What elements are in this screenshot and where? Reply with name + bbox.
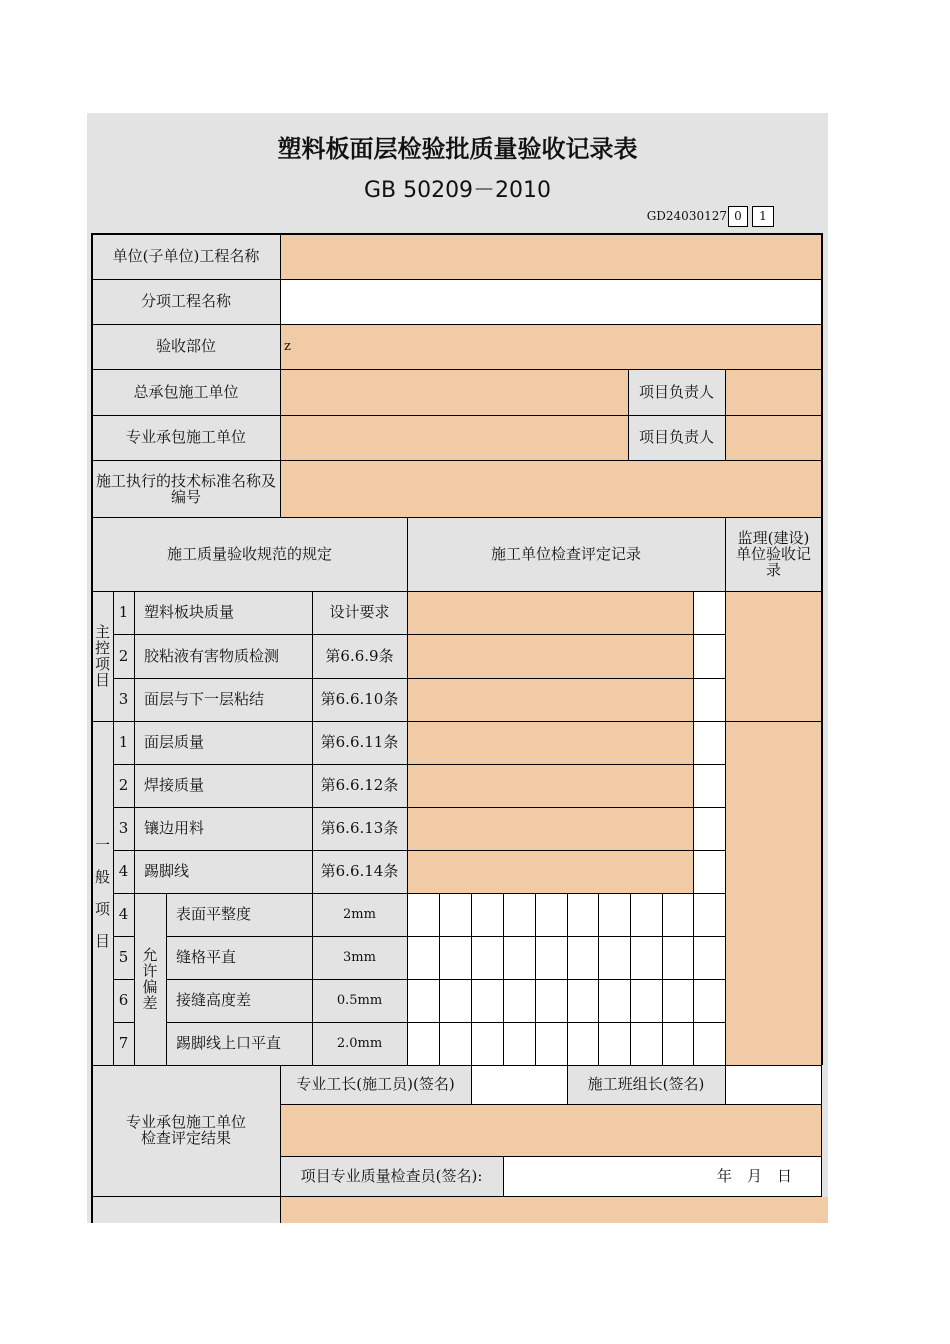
general-row-name: 镶边用料 xyxy=(144,819,205,837)
sub-project-label: 分项工程名称 xyxy=(140,292,231,310)
deviation-row-name: 缝格平直 xyxy=(176,948,237,966)
supervision-line-3: 录 xyxy=(765,561,781,579)
deviation-row-name: 踢脚线上口平直 xyxy=(176,1034,282,1052)
unit-project-label: 单位(子单位)工程名称 xyxy=(112,247,260,265)
deviation-label-char: 差 xyxy=(142,994,158,1012)
record-column-header: 施工单位检查评定记录 xyxy=(490,544,641,563)
sub-contractor-label: 专业承包施工单位 xyxy=(125,428,246,446)
result-field[interactable] xyxy=(280,1104,822,1156)
project-manager-label-2: 项目负责人 xyxy=(638,428,714,446)
deviation-row-req: 0.5mm xyxy=(336,993,383,1008)
general-row-no: 2 xyxy=(118,776,129,794)
general-row-req: 第6.6.14条 xyxy=(320,862,399,880)
deviation-row-no: 6 xyxy=(118,991,129,1009)
main-record-area[interactable] xyxy=(407,591,693,721)
general-contractor-label: 总承包施工单位 xyxy=(133,382,239,401)
inspection-form-sheet xyxy=(87,113,828,1223)
main-supervision-area[interactable] xyxy=(725,591,822,721)
main-row-name: 塑料板块质量 xyxy=(144,603,235,621)
main-row-req: 第6.6.9条 xyxy=(325,646,394,665)
main-label-char: 目 xyxy=(94,671,110,689)
main-row-req: 第6.6.10条 xyxy=(320,690,399,708)
project-manager-label-1: 项目负责人 xyxy=(638,382,714,401)
general-label-char: 目 xyxy=(94,932,110,950)
general-label-char: 般 xyxy=(94,868,110,886)
deviation-label-char: 偏 xyxy=(142,978,158,996)
team-leader-sign-field[interactable] xyxy=(725,1066,822,1104)
code-box-1[interactable]: 0 xyxy=(728,206,748,227)
main-record-extra[interactable] xyxy=(693,591,725,721)
tech-standard-line-1: 施工执行的技术标准名称及 xyxy=(95,471,276,490)
supervision-column-header xyxy=(725,517,822,591)
general-row-name: 踢脚线 xyxy=(144,862,190,880)
deviation-row-name: 接缝高度差 xyxy=(176,991,252,1009)
general-label-char: 一 xyxy=(94,836,110,854)
sub-project-field[interactable] xyxy=(280,279,822,324)
supervision-line-1: 监理(建设) xyxy=(737,529,810,547)
foreman-sign-field[interactable] xyxy=(471,1066,567,1104)
unit-project-field[interactable] xyxy=(280,234,822,279)
team-leader-label: 施工班组长(签名) xyxy=(587,1075,705,1093)
main-items-label xyxy=(92,591,113,721)
location-label: 验收部位 xyxy=(155,337,216,355)
deviation-row-req: 2mm xyxy=(343,907,376,922)
general-manager-field[interactable] xyxy=(725,369,822,415)
general-supervision-area[interactable] xyxy=(725,721,822,1065)
general-row-req: 第6.6.13条 xyxy=(320,819,399,837)
deviation-row-name: 表面平整度 xyxy=(176,905,252,923)
result-line-2: 检查评定结果 xyxy=(140,1129,231,1147)
inspector-label: 项目专业质量检查员(签名): xyxy=(300,1166,483,1185)
result-label xyxy=(92,1104,280,1156)
location-field[interactable] xyxy=(280,324,822,369)
main-row-no: 2 xyxy=(118,646,129,665)
main-row-name: 胶粘液有害物质检测 xyxy=(144,646,280,665)
general-label-char: 项 xyxy=(94,900,110,918)
result-line-1: 专业承包施工单位 xyxy=(125,1113,246,1131)
deviation-label-char: 许 xyxy=(142,962,158,980)
general-row-req: 第6.6.11条 xyxy=(320,733,399,751)
general-row-name: 焊接质量 xyxy=(144,776,205,794)
general-row-name: 面层质量 xyxy=(144,733,205,751)
main-row-no: 3 xyxy=(118,690,129,708)
sub-contractor-field[interactable] xyxy=(280,415,628,460)
tech-standard-field[interactable] xyxy=(280,460,822,517)
sign-date: 年 月 日 xyxy=(716,1166,792,1185)
main-label-char: 项 xyxy=(94,655,110,673)
main-label-char: 主 xyxy=(94,623,110,641)
general-row-req: 第6.6.12条 xyxy=(320,776,399,794)
form-standard: GB 50209－2010 xyxy=(363,177,552,203)
main-row-req: 设计要求 xyxy=(329,603,390,621)
tech-standard-label xyxy=(92,460,280,517)
deviation-row-no: 7 xyxy=(118,1034,129,1052)
main-label-char: 控 xyxy=(94,639,110,657)
foreman-label: 专业工长(施工员)(签名) xyxy=(296,1075,455,1093)
supervision-line-2: 单位验收记 xyxy=(735,545,811,563)
main-row-no: 1 xyxy=(118,603,129,621)
deviation-label xyxy=(134,893,166,1065)
sub-manager-field[interactable] xyxy=(725,415,822,460)
form-code: GD24030127 xyxy=(646,208,727,223)
deviation-label-char: 允 xyxy=(142,946,158,964)
spec-column-header: 施工质量验收规范的规定 xyxy=(166,544,332,563)
form-title: 塑料板面层检验批质量验收记录表 xyxy=(277,134,638,163)
deviation-row-req: 2.0mm xyxy=(336,1036,383,1051)
main-row-name: 面层与下一层粘结 xyxy=(144,690,265,708)
general-contractor-field[interactable] xyxy=(280,369,628,415)
general-row-no: 4 xyxy=(118,862,129,880)
deviation-row-req: 3mm xyxy=(343,950,376,965)
deviation-row-no: 4 xyxy=(118,905,129,923)
deviation-row-no: 5 xyxy=(118,948,129,966)
tech-standard-line-2: 编号 xyxy=(170,487,201,506)
general-row-no: 3 xyxy=(118,819,129,837)
location-value: z xyxy=(284,339,291,354)
code-box-2[interactable]: 1 xyxy=(752,206,774,227)
next-section-field[interactable] xyxy=(280,1197,828,1223)
general-row-no: 1 xyxy=(118,733,129,751)
general-items-label xyxy=(92,721,113,1065)
